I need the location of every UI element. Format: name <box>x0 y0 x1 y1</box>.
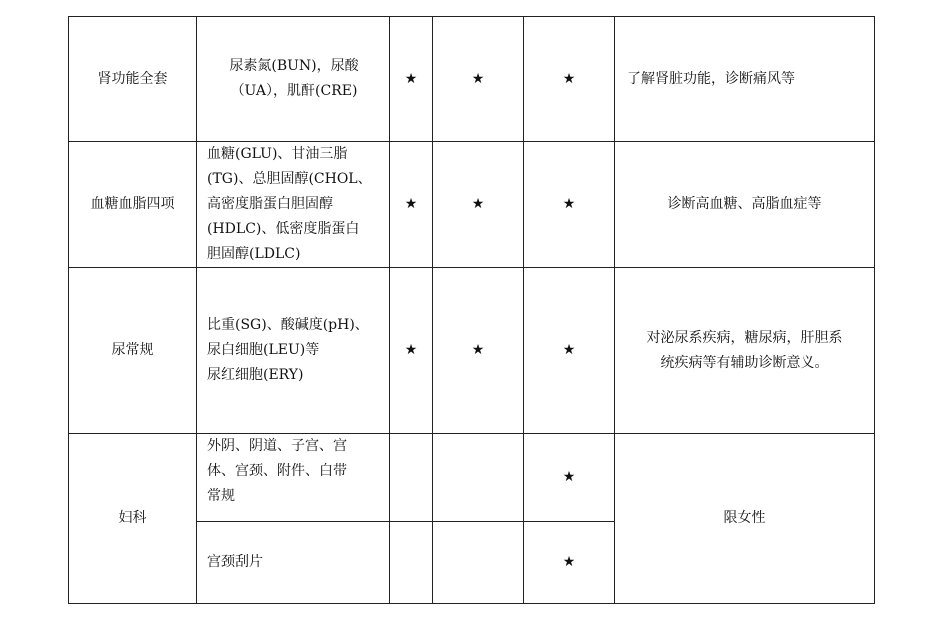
exam-name: 尿常规 <box>69 268 197 434</box>
table-row <box>69 434 875 522</box>
table-row <box>69 268 875 434</box>
note-line: 对泌尿系疾病，糖尿病，肝胆系 <box>646 329 843 346</box>
star-mark <box>433 522 524 604</box>
star-mark: ★ <box>433 268 524 434</box>
star-mark: ★ <box>524 522 615 604</box>
exam-item-line: (HDLC)、低密度脂蛋白 <box>207 221 360 237</box>
exam-item-line: （UA），肌酐(CRE) <box>230 83 358 99</box>
star-mark: ★ <box>433 142 524 268</box>
star-mark: ★ <box>433 17 524 142</box>
star-mark <box>433 434 524 522</box>
exam-name: 肾功能全套 <box>69 17 197 142</box>
exam-note <box>615 142 875 268</box>
exam-items <box>197 434 390 522</box>
exam-items <box>197 522 390 604</box>
exam-item-line: 尿红细胞(ERY) <box>207 367 304 383</box>
exam-item-line: (TG)、总胆固醇(CHOL、 <box>207 171 372 187</box>
exam-item-line: 胆固醇(LDLC) <box>207 246 301 262</box>
note-line: 统疾病等有辅助诊断意义。 <box>660 354 829 371</box>
exam-item-line: 高密度脂蛋白胆固醇 <box>207 196 333 212</box>
exam-item-line: 比重(SG)、酸碱度(pH)、 <box>207 317 369 333</box>
star-mark: ★ <box>524 434 615 522</box>
table-row <box>69 142 875 268</box>
exam-item-line: 宫颈刮片 <box>207 554 263 570</box>
exam-name: 血糖血脂四项 <box>69 142 197 268</box>
exam-items <box>197 142 390 268</box>
exam-note <box>615 268 875 434</box>
exam-item-line: 外阴、阴道、子宫、宫 <box>207 438 347 454</box>
star-mark: ★ <box>524 142 615 268</box>
star-mark: ★ <box>524 17 615 142</box>
star-mark <box>390 434 433 522</box>
note-line: 了解肾脏功能，诊断痛风等 <box>627 70 795 87</box>
exam-name: 妇科 <box>69 434 197 604</box>
exam-note <box>615 434 875 604</box>
exam-items <box>197 17 390 142</box>
star-mark: ★ <box>390 268 433 434</box>
table-row <box>69 17 875 142</box>
note-line: 限女性 <box>723 510 766 526</box>
exam-item-line: 尿素氮(BUN)，尿酸 <box>229 58 359 74</box>
exam-item-line: 体、宫颈、附件、白带 <box>207 463 347 479</box>
exam-item-line: 尿白细胞(LEU)等 <box>207 342 320 358</box>
exam-item-line: 血糖(GLU)、甘油三脂 <box>207 146 348 162</box>
star-mark: ★ <box>390 17 433 142</box>
exam-item-line: 常规 <box>207 488 235 504</box>
star-mark <box>390 522 433 604</box>
star-mark: ★ <box>390 142 433 268</box>
note-line: 诊断高血糖、高脂血症等 <box>667 196 822 212</box>
star-mark: ★ <box>524 268 615 434</box>
exam-note <box>615 17 875 142</box>
exam-table <box>68 16 875 604</box>
exam-items <box>197 268 390 434</box>
